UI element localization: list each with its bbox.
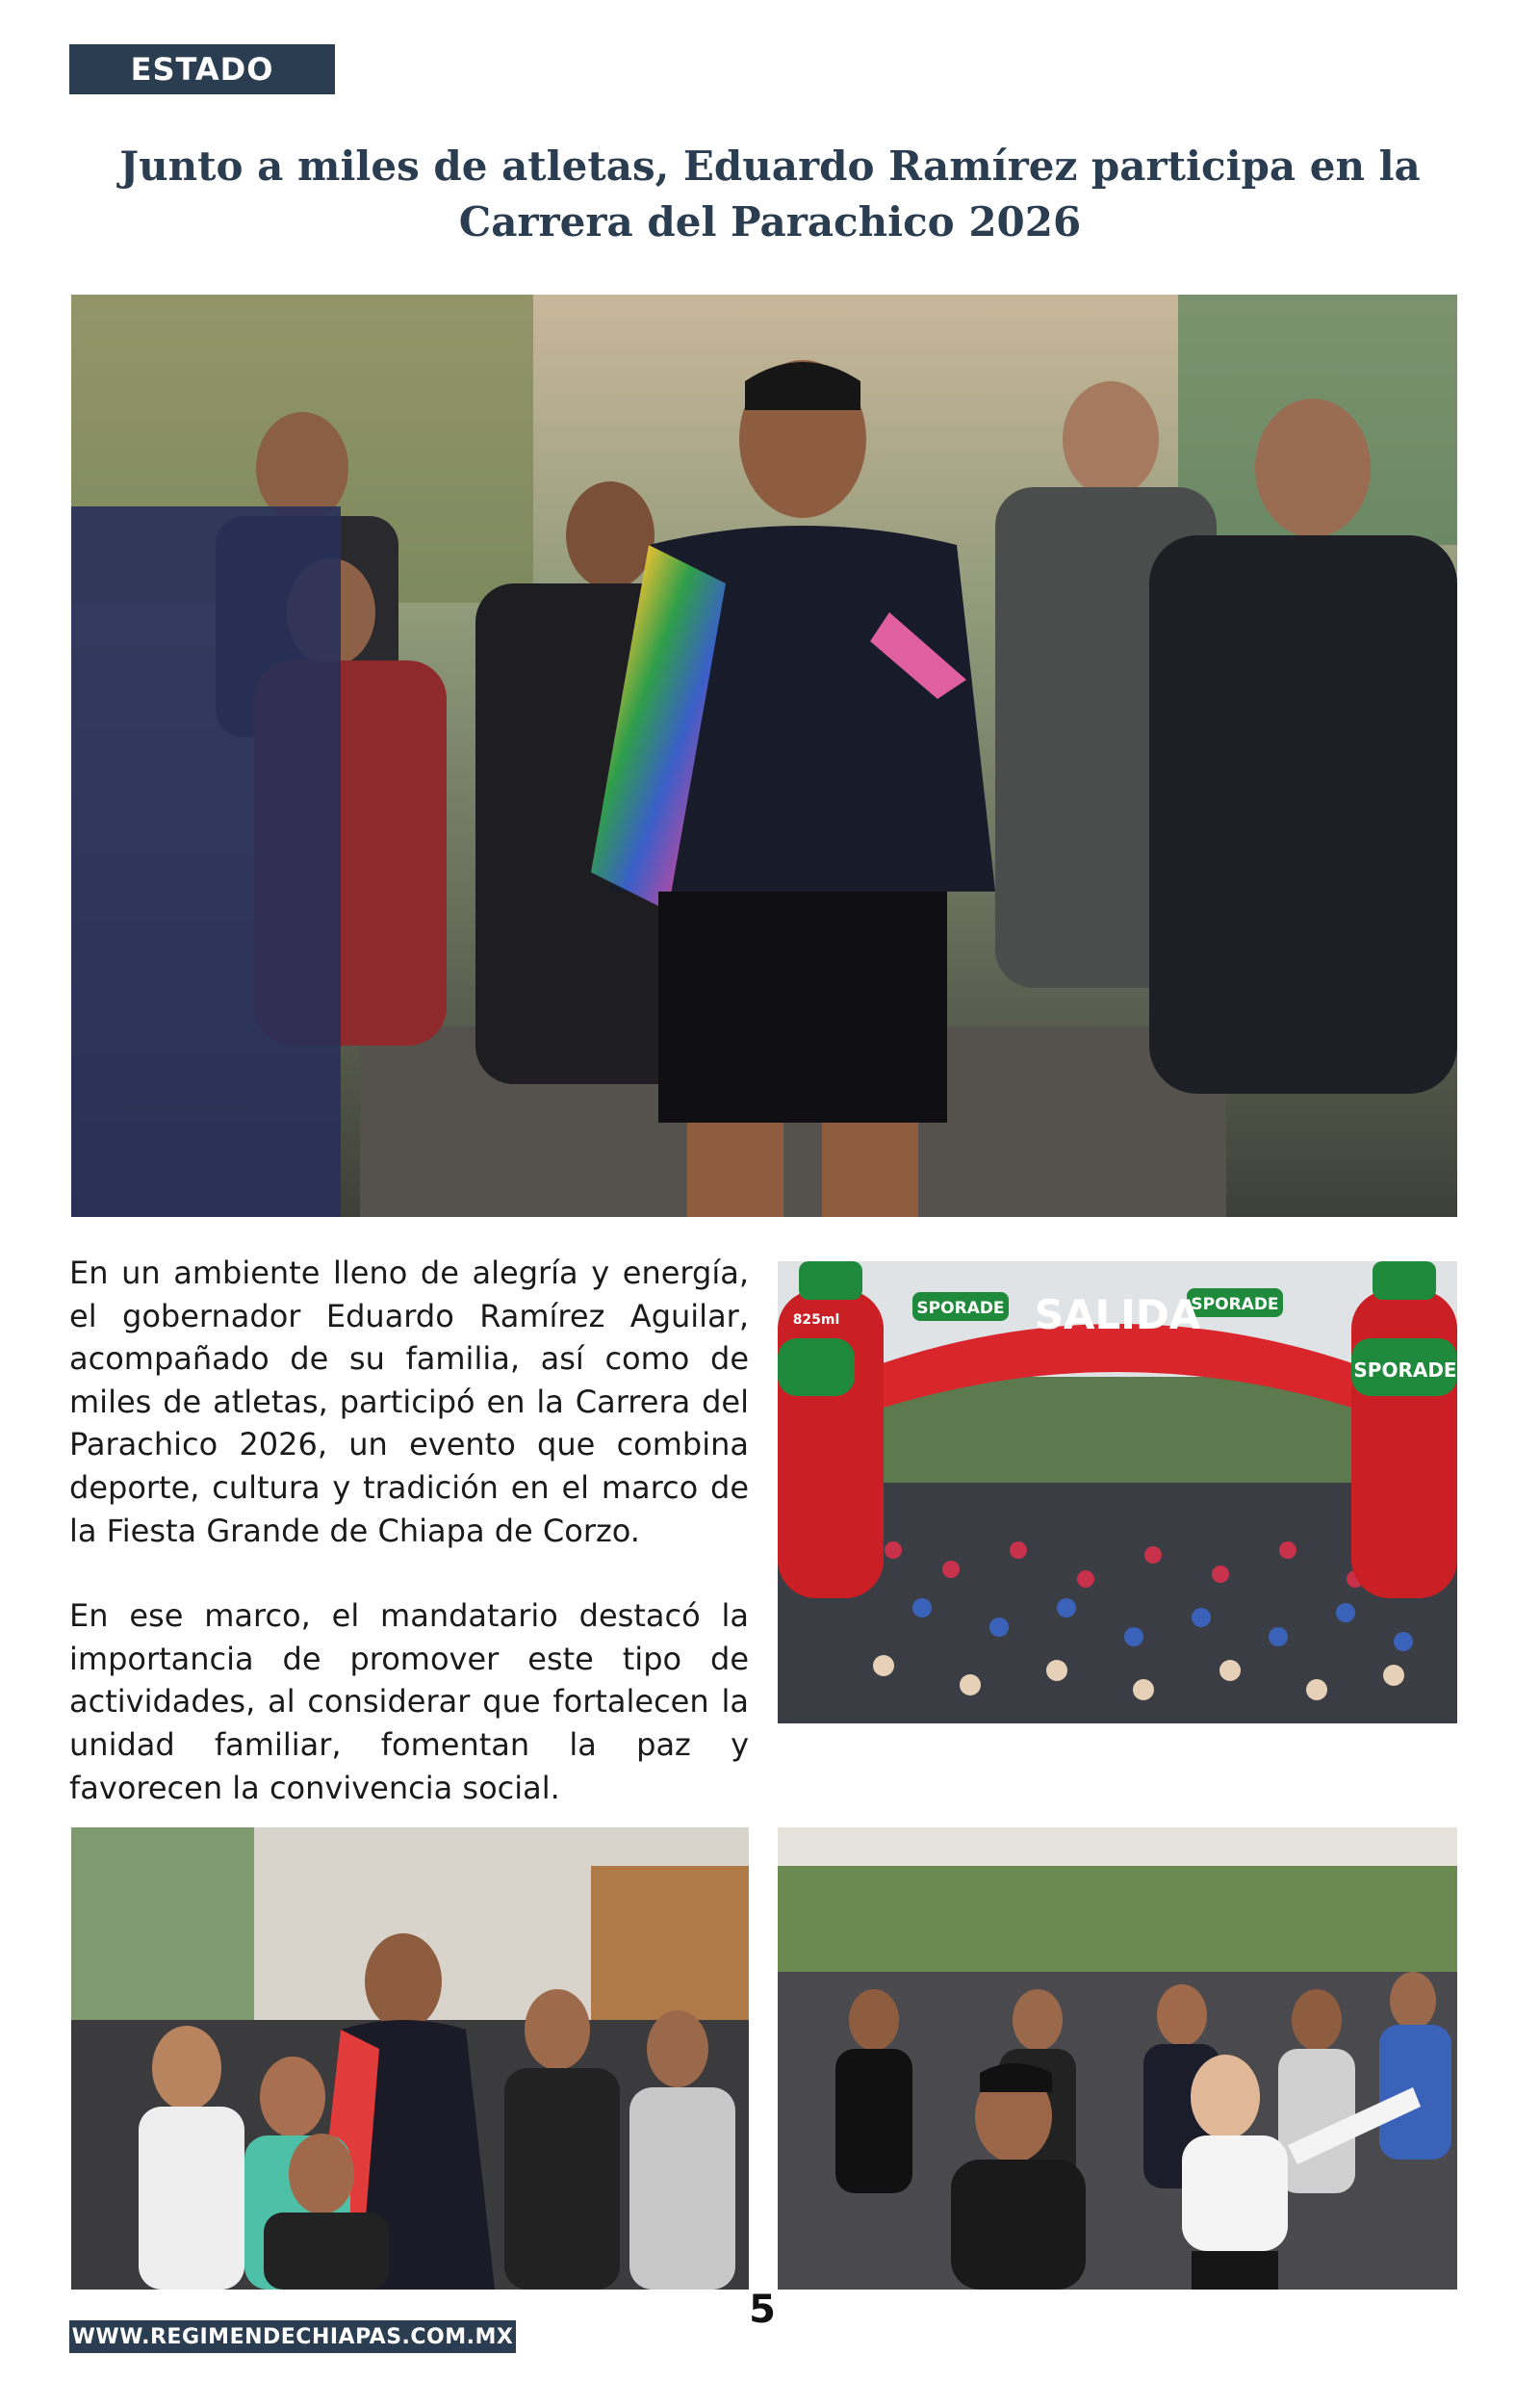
footer-website-bar (69, 2320, 516, 2353)
section-tag (69, 44, 335, 94)
section-label: ESTADO (130, 51, 274, 88)
article-paragraph-2: En ese marco, el mandatario destacó la importancia de promover este tipo de actividades, al considerar que fortalecen la unidad familiar, fomentan la paz y favorecen la convivencia social. (69, 1597, 749, 1806)
footer-website: WWW.REGIMENDECHIAPAS.COM.MX (71, 2324, 514, 2349)
article-title: Junto a miles de atletas, Eduardo Ramírez participa en la Carrera del Parachico 2026 (119, 142, 1421, 246)
runners-road-illustration (778, 1827, 1457, 2290)
page-number: 5 (749, 2288, 776, 2332)
arch-sponsor-right: SPORADE (1191, 1295, 1279, 1314)
runners-street-illustration (71, 1827, 749, 2290)
article-body (69, 1252, 749, 1851)
article-paragraph-1: En un ambiente lleno de alegría y energía, el gobernador Eduardo Ramírez Aguilar, acompañado de su familia, así como de miles de atletas, participó en la Carrera del Parachico 2026, un evento que combina deporte, cultura y tradición en el marco de la Fiesta Grande de Chiapa de Corzo. (69, 1255, 749, 1549)
start-arch-photo (778, 1261, 1457, 1723)
bottle-label: SPORADE (1353, 1359, 1457, 1382)
bottle-sublabel: 825ml (792, 1312, 840, 1328)
main-photo (71, 295, 1457, 1217)
arch-sponsor-left: SPORADE (916, 1299, 1005, 1318)
start-arch-illustration (778, 1261, 1457, 1723)
arch-title: SALIDA (1034, 1291, 1201, 1338)
main-photo-illustration (71, 295, 1457, 1217)
runners-road-photo (778, 1827, 1457, 2290)
runners-street-photo (71, 1827, 749, 2290)
